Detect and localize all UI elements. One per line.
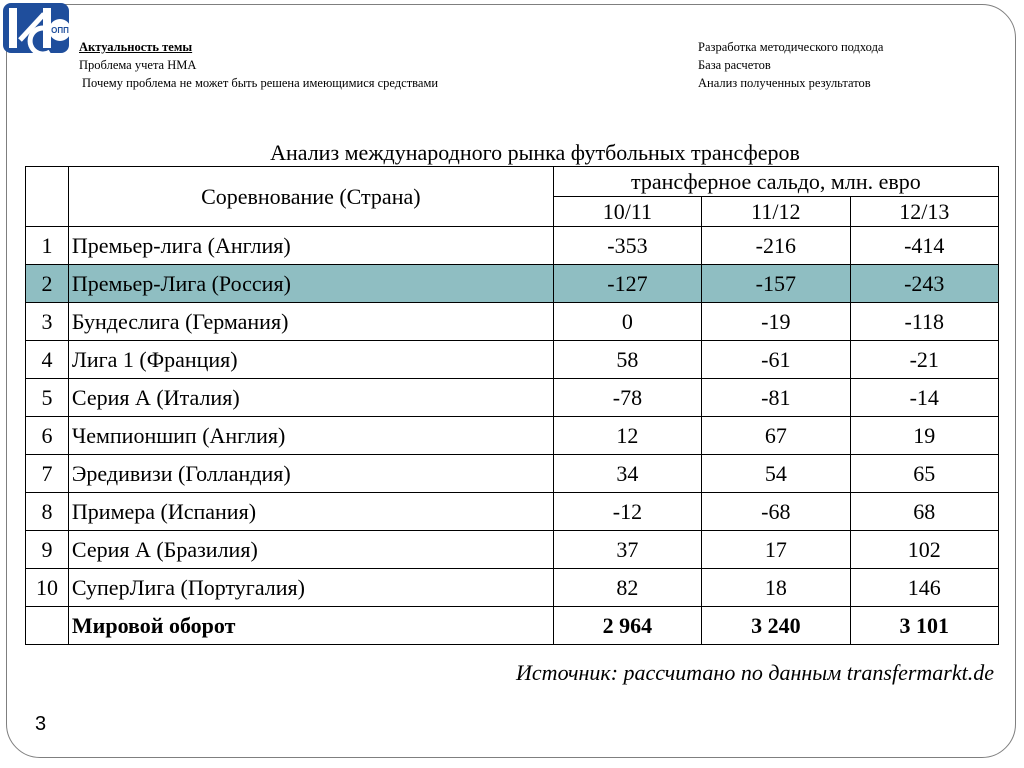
logo-text: ОПП [51,26,69,35]
row-value: -353 [553,227,701,265]
row-competition: Бундеслига (Германия) [68,303,553,341]
header-num-cell [26,167,69,227]
header-season: 12/13 [850,197,998,227]
row-number: 8 [26,493,69,531]
nav-item-method[interactable]: Разработка методического подхода [698,40,884,54]
row-number: 9 [26,531,69,569]
nav-item-results[interactable]: Анализ полученных результатов [698,76,871,90]
row-number: 6 [26,417,69,455]
row-value: 146 [850,569,998,607]
row-number: 2 [26,265,69,303]
row-value: 12 [553,417,701,455]
row-value: -216 [702,227,850,265]
row-competition: Лига 1 (Франция) [68,341,553,379]
row-value: 54 [702,455,850,493]
row-value: 17 [702,531,850,569]
total-value: 2 964 [553,607,701,645]
row-number: 1 [26,227,69,265]
row-value: -127 [553,265,701,303]
row-value: -78 [553,379,701,417]
total-value: 3 240 [702,607,850,645]
row-value: 58 [553,341,701,379]
row-value: -243 [850,265,998,303]
page-number: 3 [35,713,47,735]
row-value: 34 [553,455,701,493]
table-total-row [26,607,999,645]
row-competition: Эредивизи (Голландия) [68,455,553,493]
row-value: 0 [553,303,701,341]
row-value: -12 [553,493,701,531]
row-value: -414 [850,227,998,265]
header-competition: Соревнование (Страна) [68,167,553,227]
table-row [26,569,999,607]
row-value: 102 [850,531,998,569]
row-value: -61 [702,341,850,379]
header-row-1 [26,167,999,197]
row-value: -21 [850,341,998,379]
header-balance-group: трансферное сальдо, млн. евро [553,167,998,197]
total-value: 3 101 [850,607,998,645]
nav-right [698,38,883,92]
row-number: 3 [26,303,69,341]
row-competition: Чемпионшип (Англия) [68,417,553,455]
nav-item-relevance[interactable]: Актуальность темы [79,40,193,54]
table-row [26,531,999,569]
table-row-highlighted [26,265,999,303]
nav-item-calc-base[interactable]: База расчетов [698,58,771,72]
table-row [26,341,999,379]
row-competition: СуперЛига (Португалия) [68,569,553,607]
row-competition: Серия А (Бразилия) [68,531,553,569]
table-row [26,303,999,341]
row-number: 4 [26,341,69,379]
table-row [26,379,999,417]
row-value: -68 [702,493,850,531]
row-competition: Серия А (Италия) [68,379,553,417]
row-value: -118 [850,303,998,341]
table-row [26,417,999,455]
table-title: Анализ международного рынка футбольных трансферов [270,140,800,165]
logo [0,0,74,58]
nav-item-problem[interactable]: Проблема учета НМА [79,58,197,72]
row-value: -19 [702,303,850,341]
table-row [26,493,999,531]
row-value: -14 [850,379,998,417]
row-value: 65 [850,455,998,493]
table-row [26,227,999,265]
nav-left [79,38,438,92]
transfer-table [25,166,999,645]
row-value: 19 [850,417,998,455]
row-competition: Премьер-лига (Англия) [68,227,553,265]
header-season: 11/12 [702,197,850,227]
row-value: 67 [702,417,850,455]
row-value: 37 [553,531,701,569]
row-number: 5 [26,379,69,417]
total-num-cell [26,607,69,645]
row-competition: Премьер-Лига (Россия) [68,265,553,303]
row-value: 18 [702,569,850,607]
row-value: -81 [702,379,850,417]
table-row [26,455,999,493]
source-note: Источник: рассчитано по данным transfermarkt.de [516,660,994,685]
row-value: -157 [702,265,850,303]
nav-item-why-problem[interactable]: Почему проблема не может быть решена имеющимися средствами [82,76,439,90]
row-value: 68 [850,493,998,531]
total-label: Мировой оборот [68,607,553,645]
header-season: 10/11 [553,197,701,227]
row-number: 7 [26,455,69,493]
row-value: 82 [553,569,701,607]
row-competition: Примера (Испания) [68,493,553,531]
row-number: 10 [26,569,69,607]
